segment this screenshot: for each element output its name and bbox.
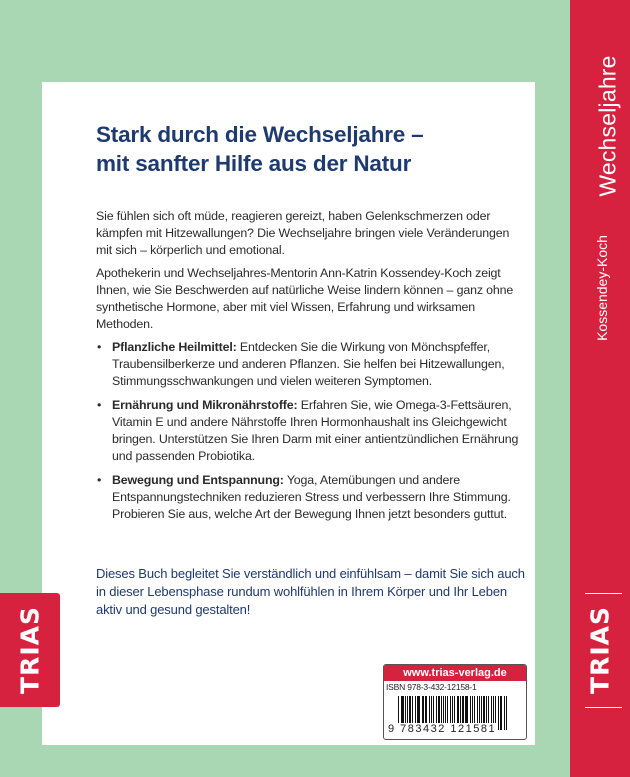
feature-text: Erfahren Sie, wie Omega-3-Fettsäuren, Vitamin E und andere Nährstoffe Ihren Hormonhaushalt ins Gleichgewicht bringen. Unterstützen Sie Ihren Darm mit einer antientzündlichen Ernährung und passenden Probiotika. [112,398,519,463]
author-intro-paragraph: Apothekerin und Wechseljahres-Mentorin Ann-Katrin Kossendey-Koch zeigt Ihnen, wie Sie Beschwerden auf natürliche Weise lindern können – ganz ohne synthetische Hormone, aber mit viel Wissen, Erfahrung und wirksamen Methoden. [96,266,514,331]
feature-item-movement [96,472,526,523]
headline-line-2: mit sanfter Hilfe aus der Natur [96,151,412,176]
closing-paragraph: Dieses Buch begleitet Sie verständlich und einfühlsam – damit Sie sich auch in dieser Lebensphase rundum wohlfühlen in Ihrem Körper und Ihr Leben aktiv und gesund gestalten! [96,566,525,617]
feature-text: Entdecken Sie die Wirkung von Mönchspfeffer, Traubensilberkerze und anderen Pflanzen. Sie helfen bei Hitzewallungen, Stimmungsschwankungen und vielen weiteren Symptomen. [112,340,505,388]
barcode-digits-text: 9 783432 121581 [388,723,497,735]
feature-text: Yoga, Atemübungen und andere Entspannungstechniken reduzieren Stress und verbessern Ihre Stimmung. Probieren Sie aus, welche Art der Bewegung Ihnen jetzt besonders guttut. [112,473,511,521]
cover-headline [96,120,516,178]
spine-divider-bottom [585,707,622,708]
spine-title: Wechseljahre [594,55,621,197]
spine-author: Kossendey-Koch [594,235,610,341]
isbn-text: ISBN 978-3-432-12158-1 [386,682,477,692]
feature-list [96,339,526,530]
feature-item-herbal [96,339,526,390]
publisher-url: www.trias-verlag.de [384,665,526,681]
feature-title: Pflanzliche Heilmittel: [112,340,237,354]
feature-item-nutrition [96,397,526,465]
barcode-label [383,664,527,740]
bullet-icon: • [97,473,102,487]
spine-divider-top [585,593,622,594]
intro-paragraph: Sie fühlen sich oft müde, reagieren gereizt, haben Gelenkschmerzen oder kämpfen mit Hitzewallungen? Die Wechseljahre bringen viele Veränderungen mit sich – körperlich und emotional. [96,209,510,257]
bullet-icon: • [97,340,102,354]
feature-title: Bewegung und Entspannung: [112,473,284,487]
publisher-tab [0,593,60,707]
feature-title: Ernährung und Mikronährstoffe: [112,398,298,412]
spine-trias-logo: TRIAS [585,606,615,694]
bullet-icon: • [97,398,102,412]
trias-logo: TRIAS [15,606,45,694]
headline-line-1: Stark durch die Wechseljahre – [96,122,424,147]
barcode-digits [387,723,497,735]
